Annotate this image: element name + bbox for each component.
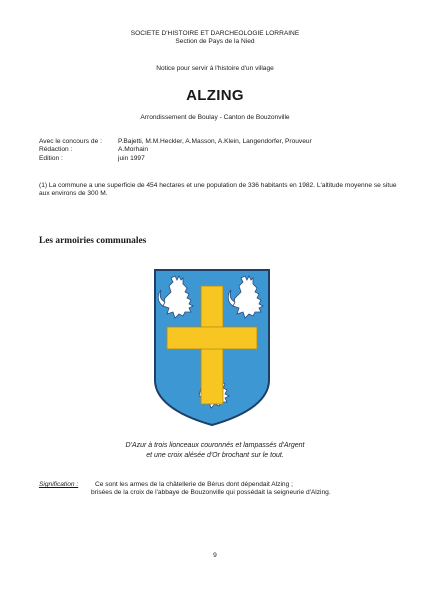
blazon-line-2: et une croix alésée d'Or brochant sur le tout.: [146, 451, 284, 459]
footnote-paragraph: (1) La commune a une superficie de 454 hectares et une population de 336 habitants en 1982. L'altitude moyenne se situe aux environs de 300 M.: [39, 182, 397, 198]
redaction-value: A.Morhain: [118, 146, 149, 154]
page-title: ALZING: [186, 87, 244, 104]
society-section: Section de Pays de la Nied: [175, 38, 255, 46]
signification-label: Signification :: [39, 481, 79, 488]
edition-value: juin 1997: [118, 154, 145, 162]
blazon-line-1: D'Azur à trois lionceaux couronnés et lampassés d'Argent: [125, 442, 305, 449]
redaction-label: Rédaction :: [39, 146, 73, 154]
arrondissement-line: Arrondissement de Boulay - Canton de Bouzonville: [140, 114, 290, 121]
contributors-row: [39, 138, 399, 146]
contributors-label: Avec le concours de :: [39, 138, 102, 145]
signification-line-1: Ce sont les armes de la châtellerie de Bérus dont dépendait Alzing ;: [95, 481, 293, 488]
coat-of-arms: [153, 268, 271, 428]
contributors-block: [39, 138, 399, 163]
page-number: 9: [213, 552, 217, 559]
redaction-row: [39, 146, 399, 154]
society-name: SOCIETE D'HISTOIRE ET DARCHEOLOGIE LORRAINE: [130, 30, 300, 37]
section-heading: Les armoiries communales: [39, 236, 147, 246]
signification-line-2: brisées de la croix de l'abbaye de Bouzonville qui possédait la seigneurie d'Alzing.: [91, 489, 331, 497]
contributors-value: P.Bajetti, M.M.Heckler, A.Masson, A.Klein, Langendorfer, Prouveur: [118, 138, 312, 145]
edition-label: Edition :: [39, 154, 63, 162]
edition-row: [39, 155, 399, 163]
society-header: [0, 30, 430, 47]
blazon-caption: [0, 441, 430, 460]
notice-line: Notice pour servir à l'histoire d'un village: [156, 65, 274, 72]
